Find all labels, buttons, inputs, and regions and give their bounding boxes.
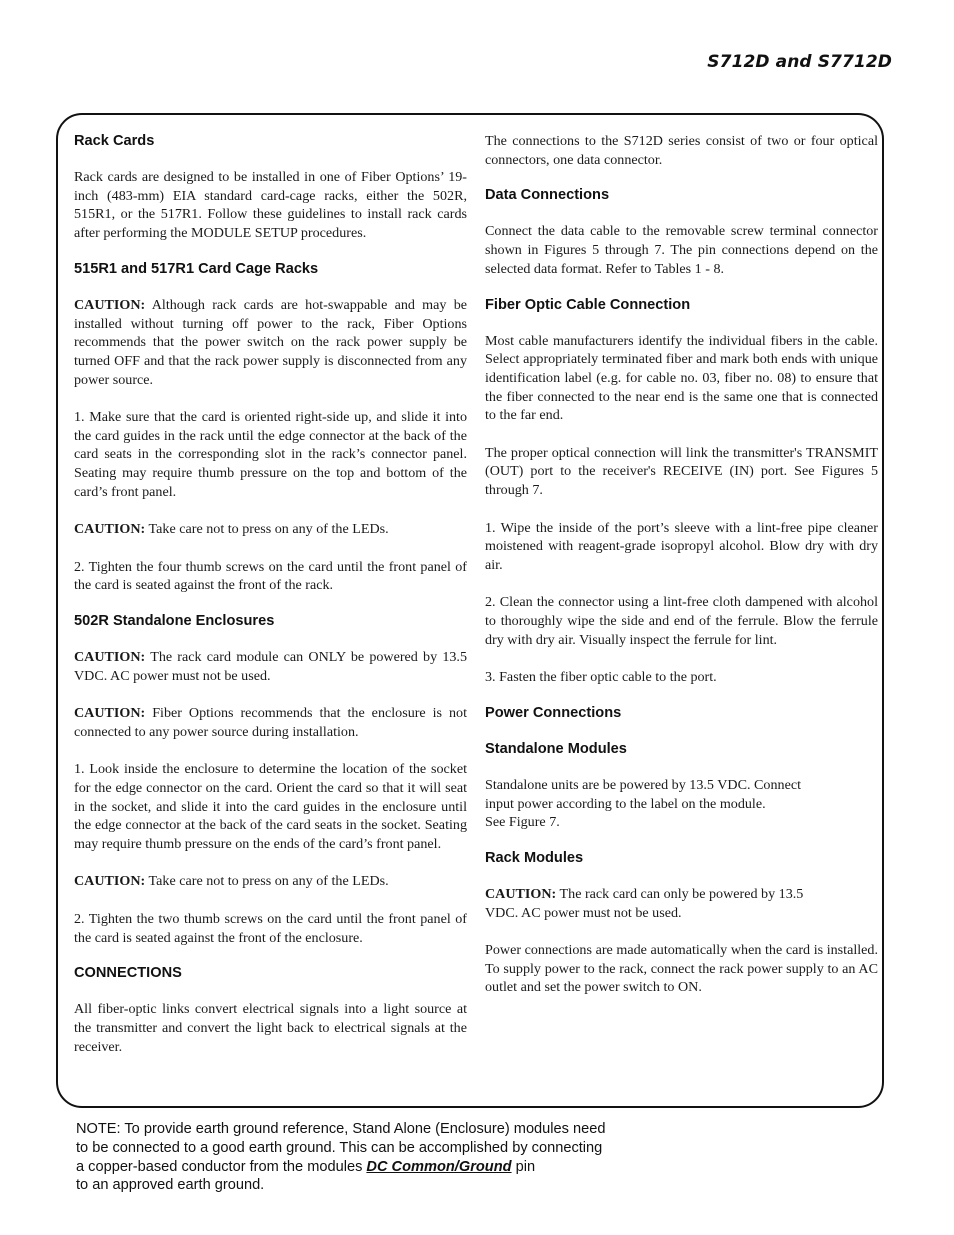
caution-label: CAUTION: [74, 873, 146, 890]
heading-card-cage-racks: 515R1 and 517R1 Card Cage Racks [74, 260, 319, 277]
fiber-step-3: 3. Fasten the fiber optic cable to the port. [485, 669, 717, 686]
left-column [74, 132, 467, 1056]
caution-label: CAUTION: [74, 649, 146, 666]
standalone-line-3: See Figure 7. [485, 814, 560, 831]
cage-step-1: 1. Make sure that the card is oriented right-side up, and slide it into the card guides in the rack until the edge connector at the back of the card seats in the corresponding slot in the rack’s connector panel. Seating may require thumb pressure on the top and bottom of the card’s front panel. [74, 409, 467, 500]
heading-rack-modules: Rack Modules [485, 849, 584, 866]
caution-label: CAUTION: [485, 885, 557, 902]
standalone-caution-1 [74, 648, 467, 685]
heading-data-connections: Data Connections [485, 187, 610, 204]
connections-intro: The connections to the S712D series consist of two or four optical connectors, one data connector. [485, 133, 878, 168]
caution-text: Fiber Options recommends that the enclosure is not connected to any power source during installation. [74, 705, 467, 740]
fiber-step-1: 1. Wipe the inside of the port’s sleeve with a lint-free pipe cleaner moistened with reagent-grade isopropyl alcohol. Blow dry with dry air. [485, 519, 878, 573]
standalone-step-2: 2. Tighten the two thumb screws on the card until the front panel of the card is seated against the front of the enclosure. [74, 910, 467, 946]
note-line-3-pre: a copper-based conductor from the modules [76, 1158, 367, 1175]
cage-caution-1 [74, 296, 467, 390]
caution-text: Although rack cards are hot-swappable and may be installed without turning off power to the rack, Fiber Options recommends that the power switch on the rack power supply be turned OFF and that the rack power supply is disconnected from any power source. [74, 296, 467, 388]
cage-caution-2 [74, 520, 467, 539]
heading-power-connections: Power Connections [485, 704, 622, 721]
fiber-para-2: The proper optical connection will link the transmitter's TRANSMIT (OUT) port to the receiver's RECEIVE (IN) port. See Figures 5 through 7. [485, 444, 878, 499]
caution-line-2: VDC. AC power must not be used. [485, 904, 682, 921]
note-line-3-post: pin [511, 1158, 536, 1175]
caution-text: Take care not to press on any of the LEDs. [145, 521, 389, 538]
caution-label: CAUTION: [74, 521, 146, 538]
standalone-modules-body [485, 776, 878, 832]
standalone-line-2: input power according to the label on the module. [485, 795, 766, 812]
rack-modules-body: Power connections are made automatically when the card is installed. To supply power to the rack, connect the rack power supply to an AC outlet and set the power switch to ON. [485, 942, 878, 996]
heading-standalone-enclosures: 502R Standalone Enclosures [74, 613, 275, 630]
earth-ground-note [76, 1120, 716, 1195]
heading-rack-cards: Rack Cards [74, 133, 155, 149]
caution-line-1: The rack card can only be powered by 13.5 [556, 885, 804, 902]
cage-step-2: 2. Tighten the four thumb screws on the card until the front panel of the card is seated against the front of the rack. [74, 558, 467, 594]
data-connections-body: Connect the data cable to the removable screw terminal connector shown in Figures 5 through 7. The pin connections depend on the selected data format. Refer to Tables 1 - 8. [485, 223, 878, 277]
note-line-3 [76, 1158, 716, 1177]
rack-cards-body: Rack cards are designed to be installed in one of Fiber Options’ 19-inch (483-mm) EIA standard card-cage racks, either the 502R, 515R1, or the 517R1. Follow these guidelines to install rack cards after performing the MODULE SETUP procedures. [74, 169, 467, 242]
standalone-caution-2 [74, 704, 467, 741]
note-line-4: to an approved earth ground. [76, 1177, 265, 1194]
caution-label: CAUTION: [74, 296, 146, 313]
rack-modules-caution [485, 885, 878, 922]
standalone-line-1: Standalone units are be powered by 13.5 VDC. Connect [485, 776, 802, 793]
note-line-1: NOTE: To provide earth ground reference, Stand Alone (Enclosure) modules need [76, 1121, 606, 1137]
caution-label: CAUTION: [74, 705, 146, 722]
heading-standalone-modules: Standalone Modules [485, 740, 627, 757]
note-line-2: to be connected to a good earth ground. This can be accomplished by connecting [76, 1139, 603, 1156]
caution-text: The rack card module can ONLY be powered by 13.5 VDC. AC power must not be used. [74, 649, 467, 684]
standalone-caution-3 [74, 872, 467, 891]
standalone-step-1: 1. Look inside the enclosure to determine the location of the socket for the edge connector on the card. Orient the card so that it will seat in the socket, and slide it into the card guides in the enclosure until the edge connector at the back of the card seats in the socket. Seating may require thumb pressure on the ends of the card’s front panel. [74, 761, 467, 853]
heading-fiber-optic-connection: Fiber Optic Cable Connection [485, 296, 691, 313]
fiber-step-2: 2. Clean the connector using a lint-free cloth dampened with alcohol to thoroughly wipe the side and end of the ferrule. Blow the ferrule dry with dry air. Visually inspect the ferrule for lint. [485, 594, 878, 648]
right-column [485, 132, 878, 997]
connections-body: All fiber-optic links convert electrical signals into a light source at the transmitter and convert the light back to electrical signals at the receiver. [74, 1001, 467, 1055]
page-header-title: S712D and S7712D [707, 52, 892, 72]
dc-common-ground-term: DC Common/Ground [366, 1158, 512, 1175]
fiber-para-1: Most cable manufacturers identify the individual fibers in the cable. Select appropriately terminated fiber and mark both ends with unique identification label (e.g. for cable no. 03, fiber no. 08) to ensure that the fiber connected to the near end is the same one that is connected to the far end. [485, 332, 878, 424]
heading-connections: CONNECTIONS [74, 965, 182, 982]
caution-text: Take care not to press on any of the LEDs. [145, 873, 389, 890]
